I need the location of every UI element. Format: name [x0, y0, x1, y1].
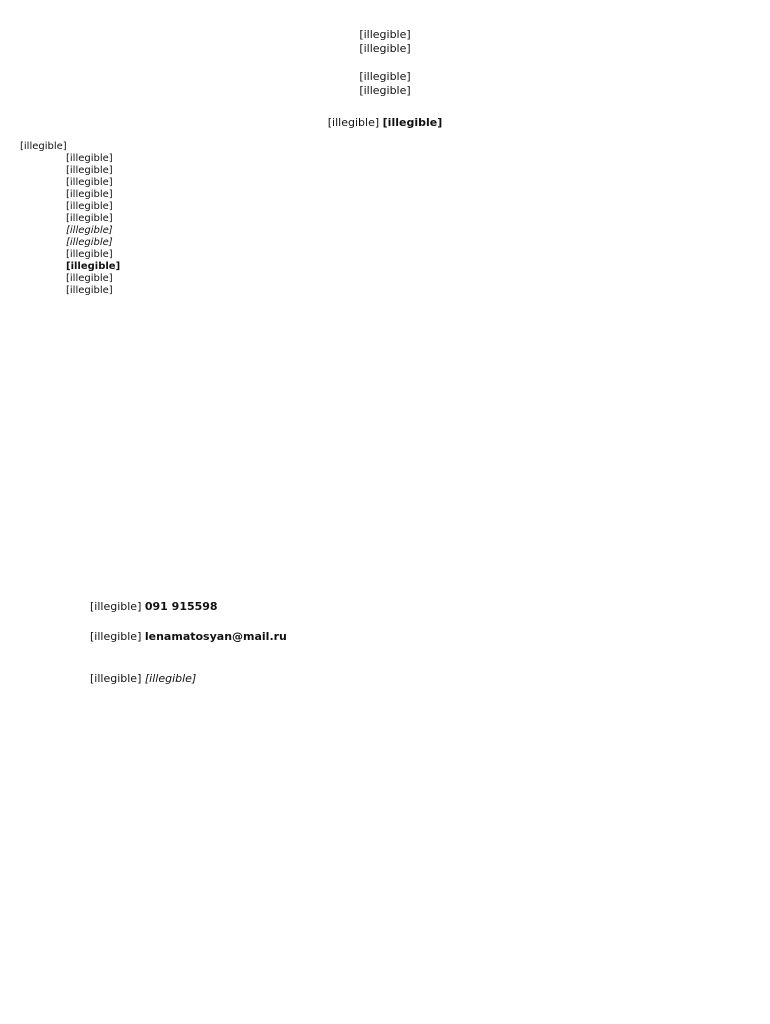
body-paragraph: [illegible]: [20, 141, 67, 152]
body-paragraph: [illegible]: [66, 273, 113, 284]
email-row: [90, 630, 690, 644]
email-value: lenamatosyan@mail.ru: [144, 630, 287, 643]
body-paragraph: [illegible]: [66, 165, 113, 176]
approval-line-1: [illegible]: [359, 70, 411, 83]
header-line-1: [illegible]: [359, 28, 411, 41]
approval-line-2: [illegible]: [359, 84, 411, 97]
approval-note: [0, 70, 770, 98]
body-paragraph: [illegible]: [66, 189, 113, 200]
phone-row: [90, 600, 690, 614]
procedure-code: [illegible]: [382, 116, 443, 129]
phone-value: 091 915598: [144, 600, 218, 613]
document-header: [0, 28, 770, 56]
body-paragraph: [illegible]: [66, 153, 113, 164]
footer-label: [illegible]: [90, 672, 142, 685]
body-paragraph: [illegible]: [66, 213, 113, 224]
header-line-2: [illegible]: [359, 42, 411, 55]
body-paragraph: [illegible]: [66, 201, 113, 212]
body-paragraph: [illegible]: [66, 285, 113, 296]
body-paragraph: [illegible]: [66, 225, 113, 236]
email-label: [illegible]: [90, 630, 142, 643]
body-paragraph: [illegible]: [66, 237, 113, 248]
footer-org: [illegible]: [144, 672, 197, 685]
body-paragraph: [illegible]: [66, 261, 121, 272]
document-footer: [90, 672, 690, 686]
body-paragraph: [illegible]: [66, 177, 113, 188]
contacts-block: [90, 600, 690, 660]
procedure-code-prefix: [illegible]: [327, 116, 380, 129]
body-paragraph: [illegible]: [66, 249, 113, 260]
procedure-code-line: [0, 116, 770, 130]
document-body: [20, 141, 750, 297]
phone-label: [illegible]: [90, 600, 142, 613]
